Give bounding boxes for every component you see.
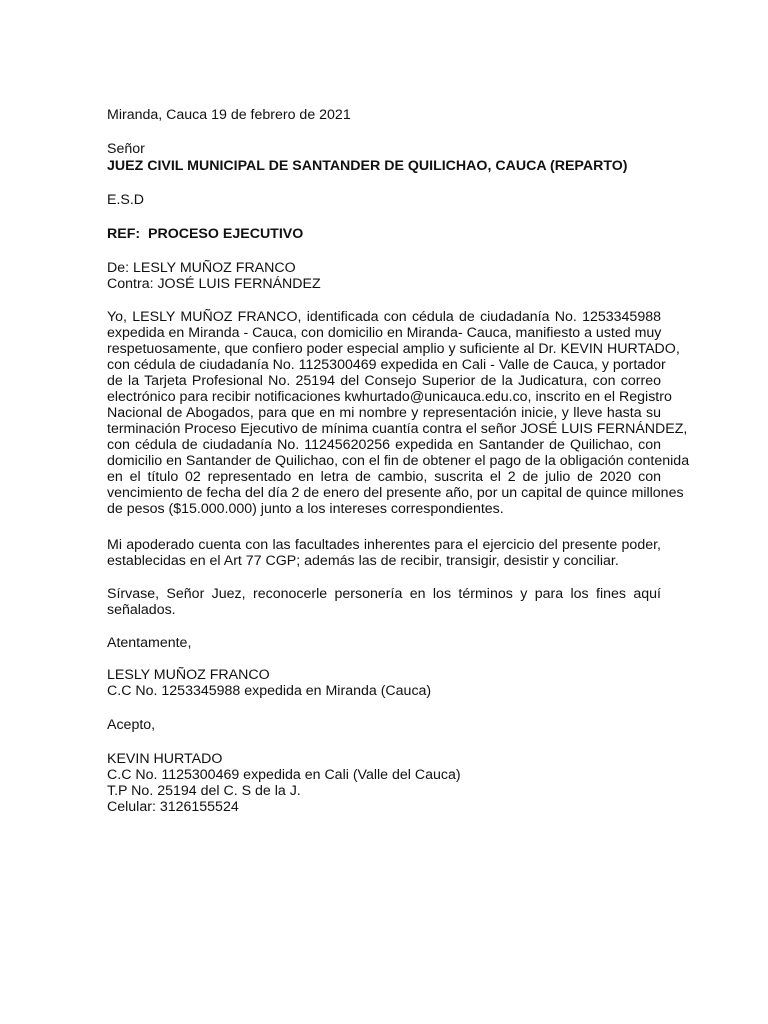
paragraph-line: vencimiento de fecha del día 2 de enero del presente año, por un capital de quince millones	[107, 485, 684, 501]
paragraph-line: respetuosamente, que confiero poder especial amplio y suficiente al Dr. KEVIN HURTADO,	[107, 341, 680, 357]
attorney-name: KEVIN HURTADO	[107, 751, 223, 767]
esd-line: E.S.D	[107, 192, 145, 208]
signer-name: LESLY MUÑOZ FRANCO	[107, 667, 270, 683]
signer-id: C.C No. 1253345988 expedida en Miranda (Cauca)	[107, 683, 432, 699]
against-line: Contra: JOSÉ LUIS FERNÁNDEZ	[107, 276, 321, 292]
paragraph-line: Sírvase, Señor Juez, reconocerle personería en los términos y para los fines aquí	[107, 586, 661, 602]
reference-line: REF: PROCESO EJECUTIVO	[107, 226, 304, 242]
paragraph-line: de la Tarjeta Profesional No. 25194 del Consejo Superior de la Judicatura, con correo	[107, 373, 661, 389]
paragraph-line-last: establecidas en el Art 77 CGP; además las de recibir, transigir, desistir y conciliar.	[107, 553, 619, 569]
attorney-phone: Celular: 3126155524	[107, 799, 239, 815]
paragraph-line-last: señalados.	[107, 602, 176, 618]
paragraph-line: Yo, LESLY MUÑOZ FRANCO, identificada con cédula de ciudadanía No. 1253345988	[107, 309, 661, 325]
closing: Atentamente,	[107, 635, 192, 651]
addressee: JUEZ CIVIL MUNICIPAL DE SANTANDER DE QUILICHAO, CAUCA (REPARTO)	[107, 158, 628, 174]
paragraph-line: con cédula de ciudadanía No. 11245620256 expedida en Santander de Quilichao, con	[107, 437, 661, 453]
paragraph-line: Mi apoderado cuenta con las facultades inherentes para el ejercicio del presente poder,	[107, 537, 661, 553]
paragraph-line: terminación Proceso Ejecutivo de mínima cuantía contra el señor JOSÉ LUIS FERNÁNDEZ,	[107, 421, 688, 437]
date-line: Miranda, Cauca 19 de febrero de 2021	[107, 107, 351, 123]
accept-label: Acepto,	[107, 717, 156, 733]
paragraph-line: electrónico para recibir notificaciones kwhurtado@unicauca.edu.co, inscrito en el Registro	[107, 389, 672, 405]
attorney-tp: T.P No. 25194 del C. S de la J.	[107, 783, 301, 799]
paragraph-line: expedida en Miranda - Cauca, con domicilio en Miranda- Cauca, manifiesto a usted muy	[107, 325, 662, 341]
paragraph-line: con cédula de ciudadanía No. 1125300469 expedida en Cali - Valle de Cauca, y portador	[107, 357, 666, 373]
paragraph-line-last: de pesos ($15.000.000) junto a los intereses correspondientes.	[107, 501, 504, 517]
paragraph-line: en el título 02 representado en letra de cambio, suscrita el 2 de julio de 2020 con	[107, 469, 661, 485]
paragraph-line: domicilio en Santander de Quilichao, con el fin de obtener el pago de la obligación contenida	[107, 453, 690, 469]
from-line: De: LESLY MUÑOZ FRANCO	[107, 260, 296, 276]
paragraph-line: Nacional de Abogados, para que en mi nombre y representación inicie, y lleve hasta su	[107, 405, 661, 421]
salutation: Señor	[107, 141, 145, 157]
attorney-id: C.C No. 1125300469 expedida en Cali (Valle del Cauca)	[107, 767, 461, 783]
